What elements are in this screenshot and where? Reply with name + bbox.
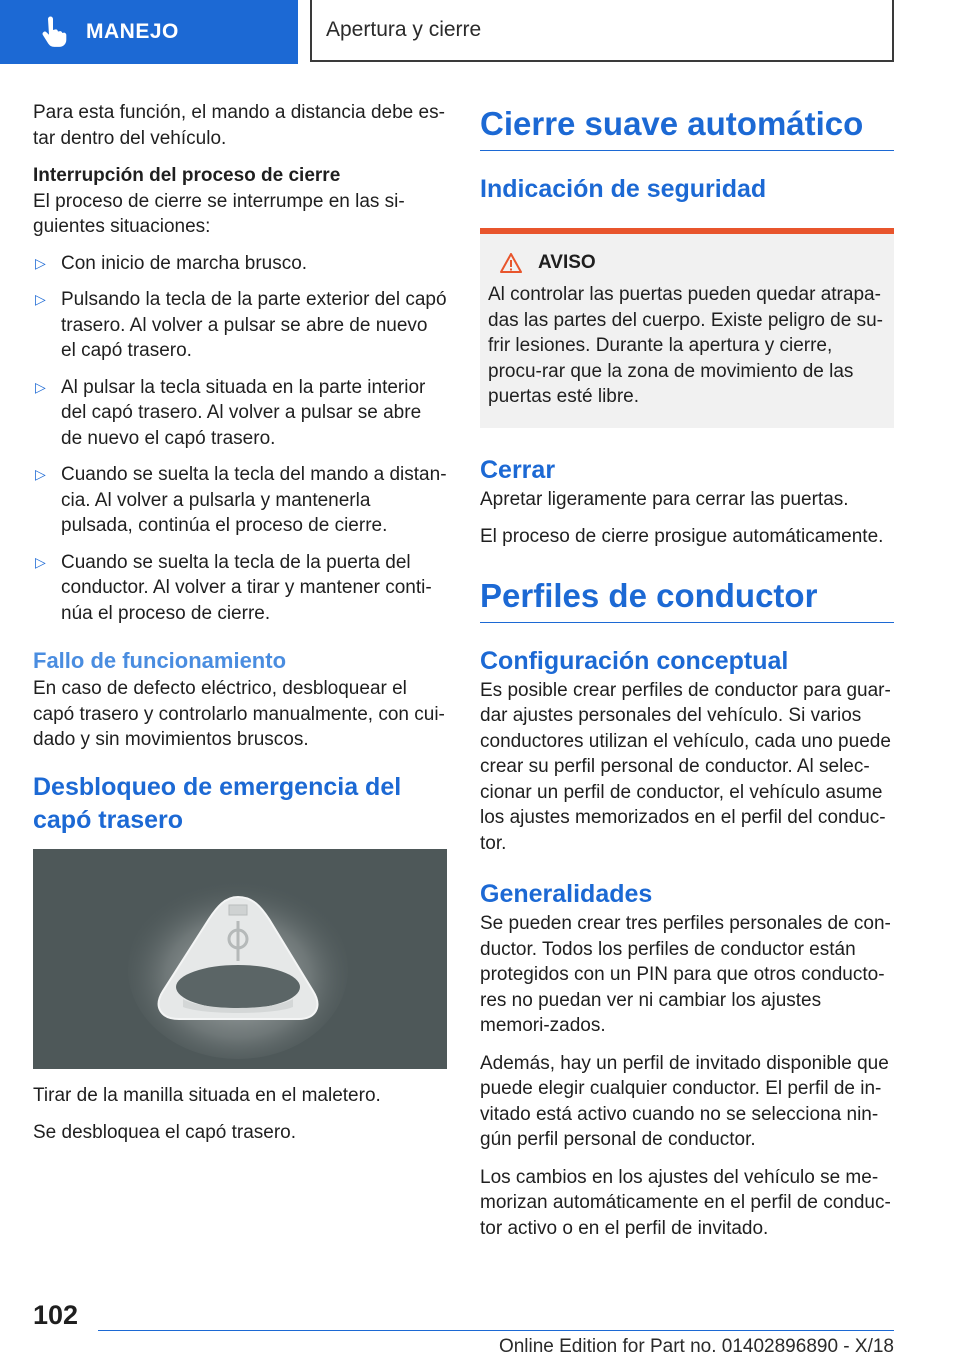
paragraph: El proceso de cierre prosigue automáticamente. (480, 526, 884, 547)
footer-divider (98, 1330, 894, 1331)
right-column (480, 102, 894, 1241)
heading-general: Generalidades (480, 880, 653, 908)
paragraph: Tirar de la manilla situada en el maletero. (33, 1084, 381, 1106)
warning-text: Al controlar las puertas pueden quedar atrapa‐das las partes del cuerpo. Existe peligro de su‐frir lesiones. Durante la apertura y cierre, procu‐rar que la zona de movimiento de las puertas esté libre. (488, 284, 883, 407)
list-item: ▷ Cuando se suelta la tecla del mando a distan‐cia. Al volver a pulsarla y mantenerla pulsada, continúa el proceso de cierre. (35, 464, 447, 536)
paragraph: Los cambios en los ajustes del vehículo se me‐morizan automáticamente en el perfil de conduc‐tor activo o en el perfil de invitado. (480, 1166, 891, 1239)
warning-triangle-icon (500, 253, 522, 273)
chapter-title-text: Apertura y cierre (326, 18, 482, 41)
paragraph: Es posible crear perfiles de conductor para guar‐dar ajustes personales del vehículo. Si varios conductores utilizan el vehículo, cada uno puede crear su perfil personal de conductor. Al selec‐cionar un perfil de conductor, el vehículo asume los ajustes memorizados en el perfil del conduc‐tor. (480, 679, 891, 854)
section-tab[interactable] (0, 0, 298, 64)
paragraph: Además, hay un perfil de invitado disponible que puede elegir cualquier conductor. El perfil de in‐vitado está activo cuando no se selecciona nin‐gún perfil personal de conductor. (480, 1052, 889, 1150)
list-item: ▷ Al pulsar la tecla situada en la parte interior del capó trasero. Al volver a pulsar se abre de nuevo el capó trasero. (35, 376, 426, 449)
trunk-handle-illustration (33, 849, 447, 1069)
heading-driver-profiles: Perfiles de conductor (480, 574, 894, 623)
footer-edition: Online Edition for Part no. 01402896890 - X/18 (498, 1336, 894, 1357)
paragraph: Se desbloquea el capó trasero. (33, 1122, 297, 1143)
paragraph: Se pueden crear tres perfiles personales de con‐ductor. Todos los perfiles de conductor están protegidos con un PIN para que otros conducto‐res no puedan ver ni cambiar los ajustes memori‐zados. (480, 913, 891, 1036)
section-label: MANEJO (86, 20, 179, 43)
heading-malfunction: Fallo de funcionamiento (33, 648, 287, 673)
warning-title: AVISO (500, 252, 886, 274)
heading-close: Cerrar (480, 455, 556, 484)
bullet-list (33, 251, 447, 627)
chapter-title (310, 0, 894, 62)
list-item: ▷ Con inicio de marcha brusco. (33, 251, 447, 277)
emergency-handle-photo (33, 849, 447, 1069)
paragraph: En caso de defecto eléctrico, desbloquear el capó trasero y controlarlo manualmente, con cui‐dado y sin movimientos bruscos. (33, 678, 445, 750)
list-item: ▷ Cuando se suelta la tecla de la puerta del conductor. Al volver a tirar y mantener conti‐núa el proceso de cierre. (35, 551, 432, 624)
paragraph: Apretar ligeramente para cerrar las puertas. (480, 488, 849, 510)
hand-pointer-icon (38, 16, 68, 48)
triangle-bullet-icon: ▷ (35, 378, 46, 395)
warning-box (480, 228, 894, 428)
triangle-bullet-icon: ▷ (35, 553, 46, 570)
heading-soft-close: Cierre suave automático (480, 102, 894, 151)
heading-safety: Indicación de seguridad (480, 175, 767, 203)
heading-emergency-unlock: Desbloqueo de emergencia del capó trasero (33, 772, 402, 834)
page-number: 102 (33, 1300, 79, 1330)
triangle-bullet-icon: ▷ (35, 254, 46, 271)
heading-concept: Configuración conceptual (480, 646, 789, 675)
paragraph: El proceso de cierre se interrumpe en las si‐guientes situaciones: (33, 190, 405, 237)
subheading-interruption: Interrupción del proceso de cierre (33, 165, 341, 186)
paragraph: Para esta función, el mando a distancia debe es‐tar dentro del vehículo. (33, 102, 445, 149)
triangle-bullet-icon: ▷ (35, 291, 46, 307)
triangle-bullet-icon: ▷ (35, 466, 46, 482)
list-item: ▷ Pulsando la tecla de la parte exterior del capó trasero. Al volver a pulsar se abre de nuevo el capó trasero. (35, 289, 447, 361)
left-column (33, 100, 447, 1146)
